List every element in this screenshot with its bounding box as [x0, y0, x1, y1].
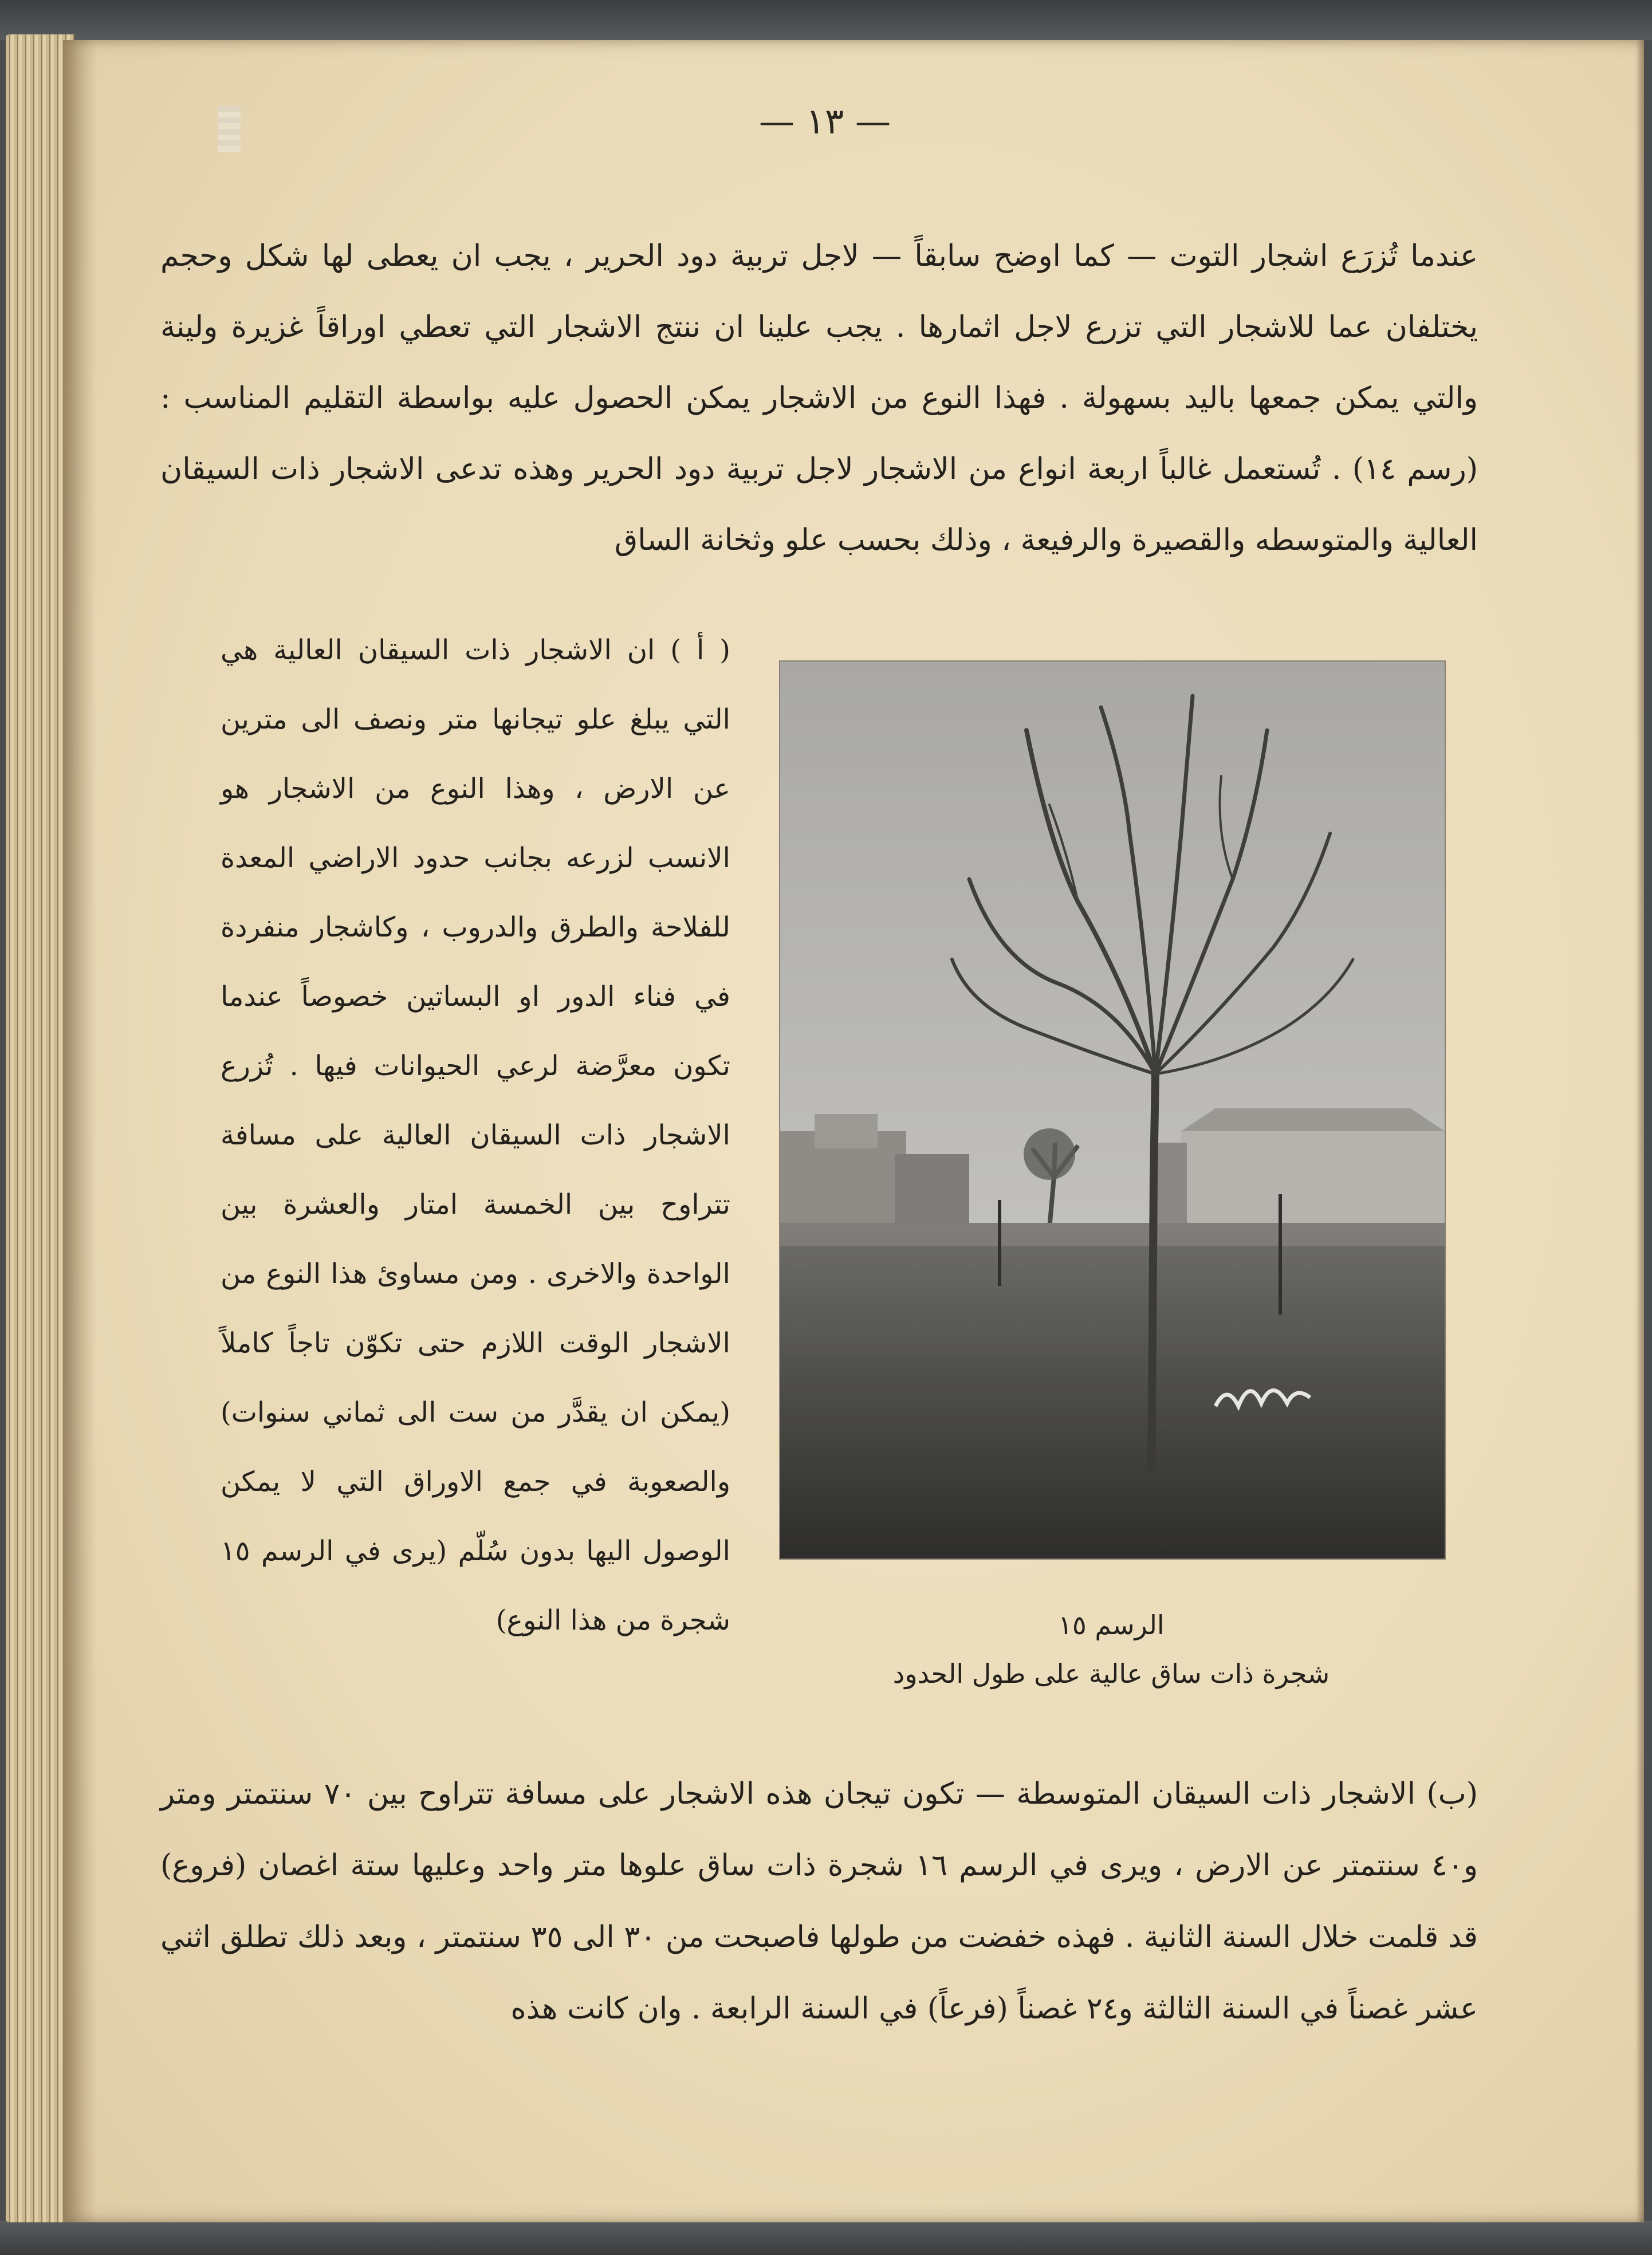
section-a-paragraph: ( أ ) ان الاشجار ذات السيقان العالية هي التي يبلغ علو تيجانها متر ونصف الى مترين عن الارض ، وهذا النوع من الاشجار هو الانسب لزرعه بجانب حدود الاراضي المعدة للفلاحة والطرق والدروب ، وكاشجار منفردة في فناء الدور او البساتين خصوصاً عندما تكون معرَّضة لرعي الحيوانات فيها . تُزرع الاشجار ذات السيقان العالية على مسافة تتراوح بين الخمسة امتار والعشرة بين الواحدة والاخرى . ومن مساوئ هذا النوع من الاشجار الوقت اللازم حتى تكوّن تاجاً كاملاً (يمكن ان يقدَّر من ست الى ثماني سنوات) والصعوبة في جمع الاوراق التي لا يمكن الوصول اليها بدون سُلّم (يرى في الرسم ١٥ شجرة من هذا النوع) — [221, 634, 730, 1636]
book-cover-bottom — [0, 2221, 1652, 2255]
page-number: — ١٣ — — [758, 100, 891, 142]
page-edge-shadow — [1636, 40, 1644, 2222]
page-gutter-shadow — [63, 40, 97, 2222]
figure-label: الرسم ١٥ — [1058, 1609, 1165, 1640]
book-cover-top — [0, 0, 1652, 40]
paper-smudge — [218, 106, 241, 152]
tree-photo-illustration — [780, 662, 1445, 1559]
figure-caption: شجرة ذات ساق عالية على طول الحدود — [892, 1658, 1330, 1689]
tree-photograph — [780, 662, 1445, 1559]
intro-paragraph: عندما تُزرَع اشجار التوت — كما اوضح سابقاً — لاجل تربية دود الحرير ، يجب ان يعطى لها شكل وحجم يختلفان عما للاشجار التي تزرع لاجل اثمارها . يجب علينا ان ننتج الاشجار التي تعطي اوراقاً غزيرة ولينة والتي يمكن جمعها باليد بسهولة . فهذا النوع من الاشجار يمكن الحصول عليه بواسطة التقليم المناسب : (رسم ١٤) . تُستعمل غالباً اربعة انواع من الاشجار لاجل تربية دود الحرير وهذه تدعى الاشجار ذات السيقان العالية والمتوسطه والقصيرة والرفيعة ، وذلك بحسب علو وثخانة الساق — [160, 239, 1478, 557]
section-b-paragraph: (ب) الاشجار ذات السيقان المتوسطة — تكون تيجان هذه الاشجار على مسافة تتراوح بين ٧٠ سنتمتر ومتر و٤٠ سنتمتر عن الارض ، ويرى في الرسم ١٦ شجرة ذات ساق علوها متر واحد وعليها ستة اغصان (فروع) قد قلمت خلال السنة الثانية . فهذه خفضت من طولها فاصبحت من ٣٠ الى ٣٥ سنتمتر ، وبعد ذلك تطلق اثني عشر غصناً في السنة الثالثة و٢٤ غصناً (فرعاً) في السنة الرابعة . وان كانت هذه — [160, 1777, 1478, 2026]
